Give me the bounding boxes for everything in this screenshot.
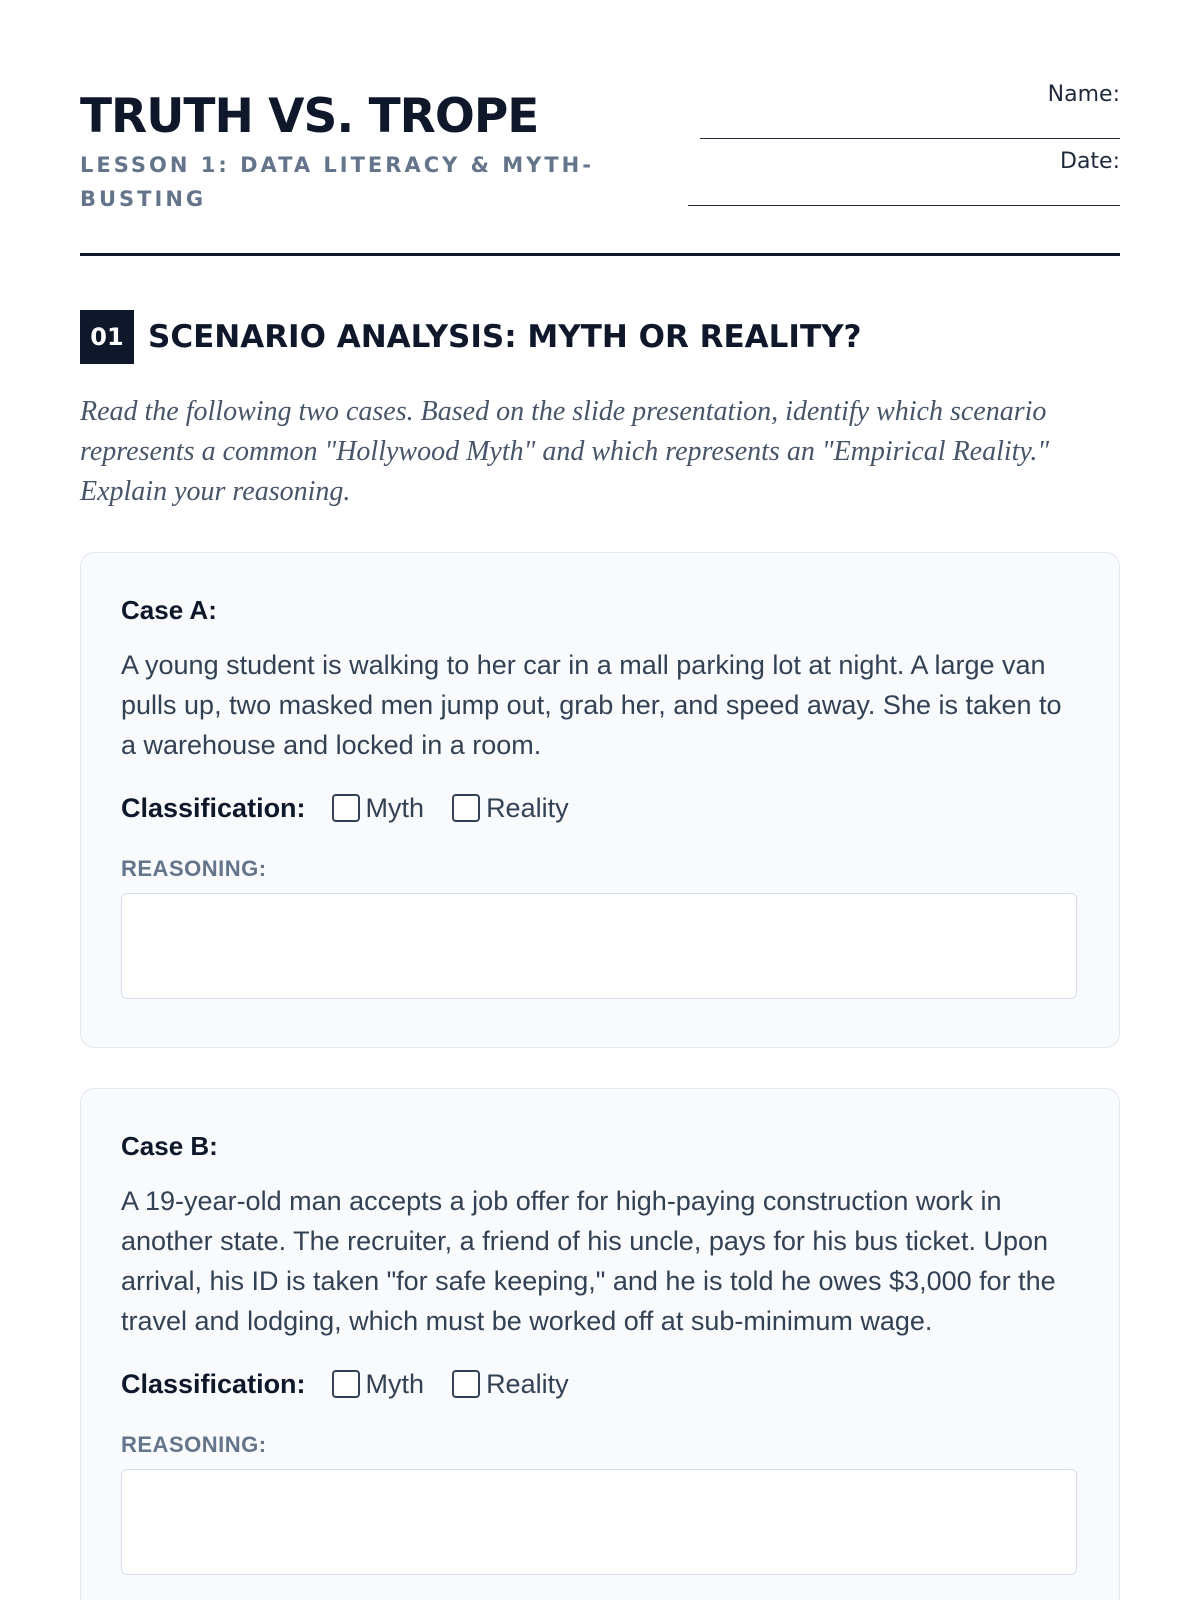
reality-label: Reality [486,1368,569,1399]
option-myth[interactable] [332,793,425,824]
worksheet-title: TRUTH VS. TROPE [80,89,539,144]
section-instructions: Read the following two cases. Based on the slide presentation, identify which scenario represents a common "Hollywood Myth" and which represents an "Empirical Reality." Explain your reasoning. [80,396,1050,507]
classification-label: Classification: [121,792,306,823]
myth-checkbox[interactable] [332,1370,360,1398]
case-scenario-text: A 19-year-old man accepts a job offer for high-paying construction work in another state. The recruiter, a friend of his uncle, pays for his bus ticket. Upon arrival, his ID is taken "for safe keeping," and he is told he owes $3,000 for the travel and lodging, which must be worked off at sub-minimum wage. [121,1186,1056,1336]
option-myth[interactable] [332,1369,425,1400]
section-title: SCENARIO ANALYSIS: MYTH OR REALITY? [148,319,862,355]
option-reality[interactable] [452,793,569,824]
name-label: Name: [1047,82,1120,107]
name-field[interactable] [700,138,1120,139]
option-reality[interactable] [452,1369,569,1400]
reasoning-label: REASONING: [121,856,267,881]
reality-checkbox[interactable] [452,794,480,822]
worksheet-page [80,0,1120,1600]
section-number-badge: 01 [80,310,134,364]
classification-label: Classification: [121,1368,306,1399]
case-scenario-text: A young student is walking to her car in a mall parking lot at night. A large van pulls up, two masked men jump out, grab her, and speed away. She is taken to a warehouse and locked in a room. [121,650,1062,760]
worksheet-header [80,0,1120,256]
lesson-subtitle: LESSON 1: DATA LITERACY & MYTH-BUSTING [80,153,594,211]
reasoning-input[interactable] [121,1469,1077,1575]
myth-label: Myth [365,1368,425,1399]
classification-row [121,1367,1079,1401]
date-label: Date: [1060,149,1120,174]
reality-checkbox[interactable] [452,1370,480,1398]
reasoning-label: REASONING: [121,1432,267,1457]
reality-label: Reality [486,792,569,823]
myth-checkbox[interactable] [332,794,360,822]
section-heading [80,310,862,364]
case-title: Case A: [121,595,217,625]
reasoning-input[interactable] [121,893,1077,999]
case-card-b [80,1088,1120,1600]
case-title: Case B: [121,1131,218,1161]
classification-row [121,791,1079,825]
date-field[interactable] [688,205,1120,206]
case-card-a [80,552,1120,1048]
myth-label: Myth [365,792,425,823]
